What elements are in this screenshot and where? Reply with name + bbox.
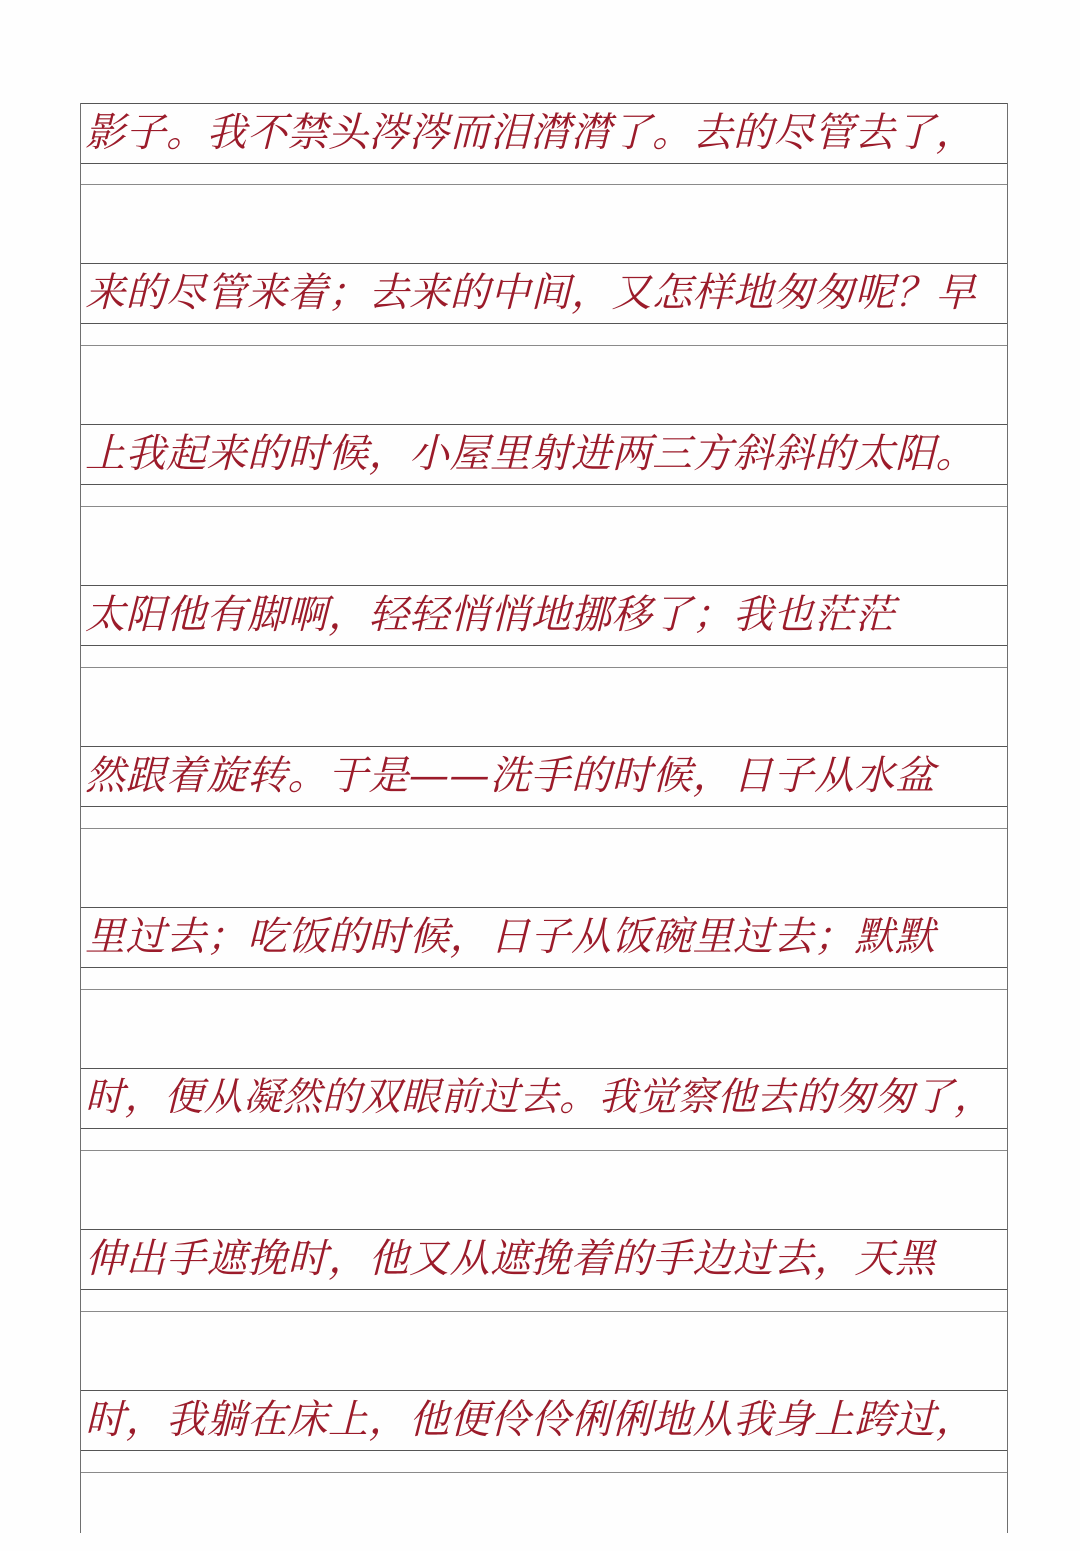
writing-line-2 (81, 263, 1007, 324)
writing-line-5 (81, 746, 1007, 807)
guide-rule-3 (81, 506, 1007, 507)
handwritten-text-line-1: 影子。我不禁头涔涔而泪潸潸了。去的尽管去了， (85, 110, 976, 156)
guide-rule-8 (81, 1311, 1007, 1312)
guide-rule-4 (81, 667, 1007, 668)
writing-line-1 (81, 103, 1007, 164)
writing-line-9 (81, 1390, 1007, 1451)
writing-line-4 (81, 585, 1007, 646)
handwritten-text-line-2: 来的尽管来着；去来的中间，又怎样地匆匆呢？早 (85, 270, 976, 316)
handwritten-text-line-7: 时，便从凝然的双眼前过去。我觉察他去的匆匆了， (85, 1075, 994, 1120)
handwritten-text-line-6: 里过去；吃饭的时候，日子从饭碗里过去；默默 (85, 914, 936, 960)
guide-rule-2 (81, 345, 1007, 346)
writing-line-3 (81, 424, 1007, 485)
guide-rule-6 (81, 989, 1007, 990)
writing-line-7 (81, 1068, 1007, 1129)
writing-line-8 (81, 1229, 1007, 1290)
handwritten-text-line-5: 然跟着旋转。于是——洗手的时候，日子从水盆 (85, 753, 936, 799)
writing-line-6 (81, 907, 1007, 968)
ruled-paper (80, 103, 1008, 1533)
guide-rule-7 (81, 1150, 1007, 1151)
handwritten-text-line-9: 时，我躺在床上，他便伶伶俐俐地从我身上跨过， (85, 1397, 976, 1443)
handwritten-text-line-3: 上我起来的时候，小屋里射进两三方斜斜的太阳。 (85, 431, 976, 477)
handwritten-text-line-4: 太阳他有脚啊，轻轻悄悄地挪移了；我也茫茫 (85, 592, 895, 638)
guide-rule-5 (81, 828, 1007, 829)
guide-rule-9 (81, 1472, 1007, 1473)
guide-rule-1 (81, 184, 1007, 185)
handwritten-text-line-8: 伸出手遮挽时，他又从遮挽着的手边过去，天黑 (85, 1236, 936, 1282)
